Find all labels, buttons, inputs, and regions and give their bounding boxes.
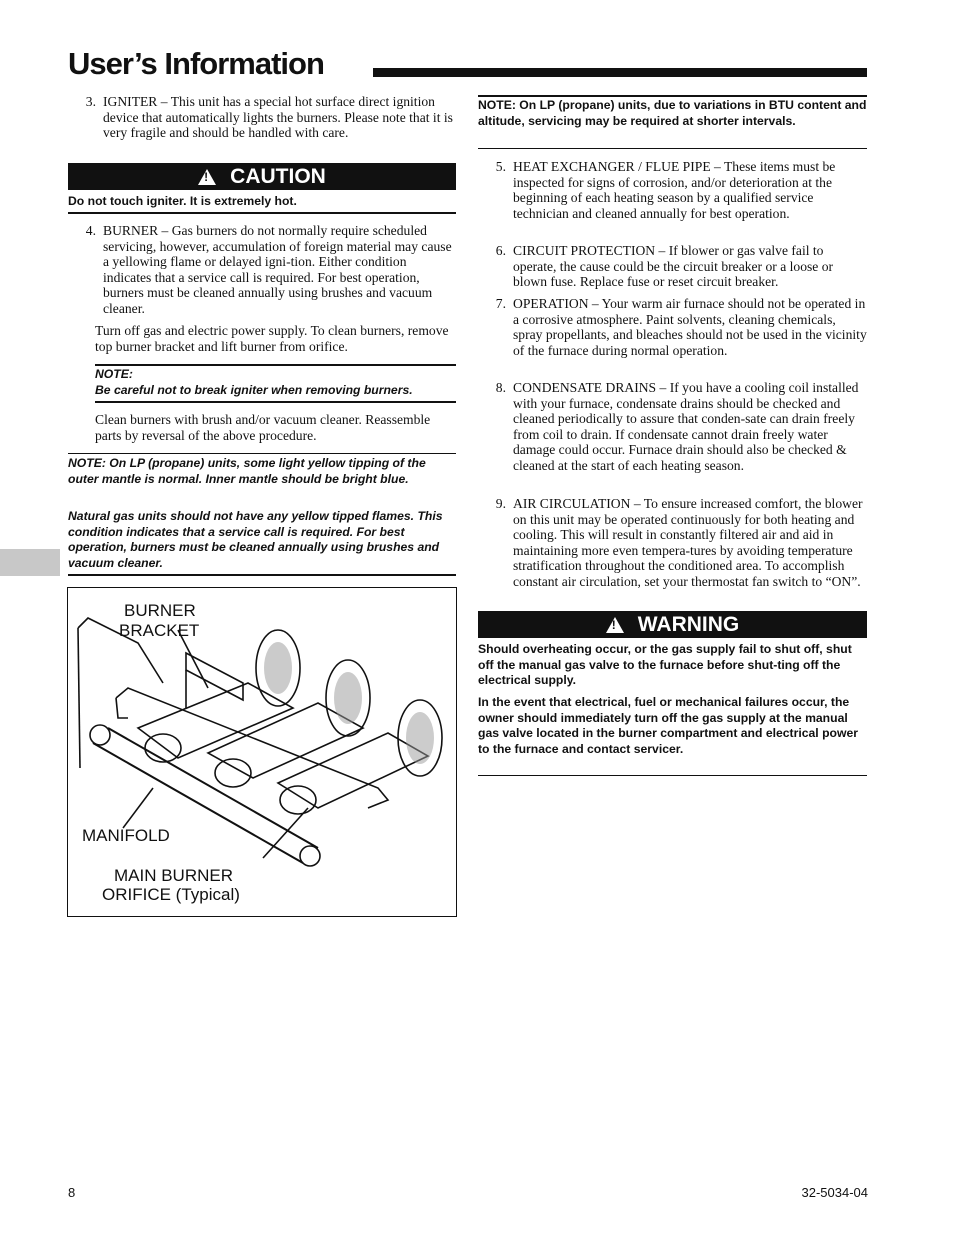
page-number: 8	[68, 1185, 76, 1200]
warning-banner	[478, 611, 867, 638]
item-text: IGNITER – This unit has a special hot surface direct ignition device that automatically lights the burners. Please note that it is very fragile and should be handled with care.	[103, 94, 453, 141]
caution-text: Do not touch igniter. It is extremely hot.	[68, 194, 297, 208]
item-text: HEAT EXCHANGER / FLUE PIPE – These items must be inspected for signs of corrosion, and/or deterioration at the beginning of each heating season by a qualified service technician and cleaned annually for best operation.	[513, 159, 836, 221]
document-number: 32-5034-04	[801, 1185, 868, 1200]
label-bracket: BRACKET	[119, 621, 200, 640]
item-number: 6.	[495, 243, 506, 258]
item-number: 7.	[495, 296, 506, 311]
section-tab	[0, 549, 60, 576]
list-item-condensate-drains	[478, 380, 868, 474]
item-text: BURNER – Gas burners do not normally require scheduled servicing, however, accumulation of foreign material may cause a yellowing flame or delayed igni-tion. Either condition indicates that a service call is required. For best operation, burners must be cleaned annually using brushes and vacuum cleaner.	[103, 223, 452, 316]
warning-text-2: In the event that electrical, fuel or mechanical failures occur, the owner should immediately turn off the gas supply at the manual gas valve located in the burner compartment and electrical power to the furnace and contact servicer.	[478, 695, 858, 756]
list-item-operation	[478, 296, 868, 358]
divider	[68, 453, 456, 454]
divider	[68, 574, 456, 576]
warning-label: WARNING	[637, 612, 740, 636]
list-item-air-circulation	[478, 496, 868, 590]
divider	[478, 148, 867, 149]
divider	[95, 364, 456, 366]
item-number: 3.	[85, 94, 96, 109]
item-number: 5.	[495, 159, 506, 174]
label-burner: BURNER	[124, 601, 196, 620]
list-item-circuit-protection	[478, 243, 868, 290]
item-text: OPERATION – Your warm air furnace should not be operated in a corrosive atmosphere. Paint solvents, cleaning chemicals, spray propellants, and bleaches should not be used in the vicinity of the furnace during normal operation.	[513, 296, 867, 358]
divider	[478, 95, 867, 97]
item-text: CONDENSATE DRAINS – If you have a cooling coil installed with your furnace, condensate drains should be checked and cleaned periodically to assure that conden-sate can drain freely from coil to drain. If condensate cannot drain freely water damage could occur. Furnace drain should also be checked & cleaned at the start of each heating season.	[513, 380, 859, 473]
item-number: 4.	[85, 223, 96, 238]
caution-label: CAUTION	[230, 164, 326, 188]
note-lp-servicing: NOTE: On LP (propane) units, due to variations in BTU content and altitude, servicing may be required at shorter intervals.	[478, 98, 867, 128]
note-heading: NOTE:	[95, 367, 133, 381]
page-title: User’s Information	[68, 46, 324, 81]
warning-triangle-icon: !	[606, 617, 624, 633]
divider	[478, 775, 867, 776]
note-natural-gas: Natural gas units should not have any yellow tipped flames. This condition indicates that a service call is required. For best operation, burners must be cleaned annually using brushes and vacuum cleaner.	[68, 509, 443, 570]
item-text: CIRCUIT PROTECTION – If blower or gas valve fail to operate, the cause could be the circuit breaker or a loose or blown fuse. Replace fuse or reset circuit breaker.	[513, 243, 834, 290]
clean-instructions: Clean burners with brush and/or vacuum cleaner. Reassemble parts by reversal of the above procedure.	[95, 412, 431, 443]
title-rule	[373, 68, 867, 77]
burner-instructions: Turn off gas and electric power supply. To clean burners, remove top burner bracket and lift burner from orifice.	[95, 323, 449, 354]
label-manifold: MANIFOLD	[82, 826, 170, 845]
list-item-heat-exchanger	[478, 159, 868, 221]
item-text: AIR CIRCULATION – To ensure increased comfort, the blower on this unit may be operated continuously for both heating and cooling. This will result in constantly filtered air and aid in maintaining more even tempera-tures by avoiding temperature stratification throughout the conditioned area. To accomplish constant air circulation, set your thermostat fan switch to “ON”.	[513, 496, 863, 589]
item-number: 8.	[495, 380, 506, 395]
list-item-igniter	[68, 94, 456, 141]
warning-text-1: Should overheating occur, or the gas supply fail to shut off, shut off the manual gas valve to the furnace before shut-ting off the electrical supply.	[478, 642, 852, 688]
note-text: Be careful not to break igniter when removing burners.	[95, 383, 413, 397]
item-number: 9.	[495, 496, 506, 511]
divider	[68, 212, 456, 214]
note-lp: NOTE: On LP (propane) units, some light yellow tipping of the outer mantle is normal. Inner mantle should be bright blue.	[68, 456, 426, 486]
list-item-burner	[68, 223, 456, 317]
warning-triangle-icon: !	[198, 169, 216, 185]
burner-figure	[67, 587, 457, 917]
divider	[95, 401, 456, 403]
label-main-burner: MAIN BURNER	[114, 866, 234, 885]
caution-banner	[68, 163, 456, 190]
label-orifice: ORIFICE (Typical)	[102, 885, 240, 904]
